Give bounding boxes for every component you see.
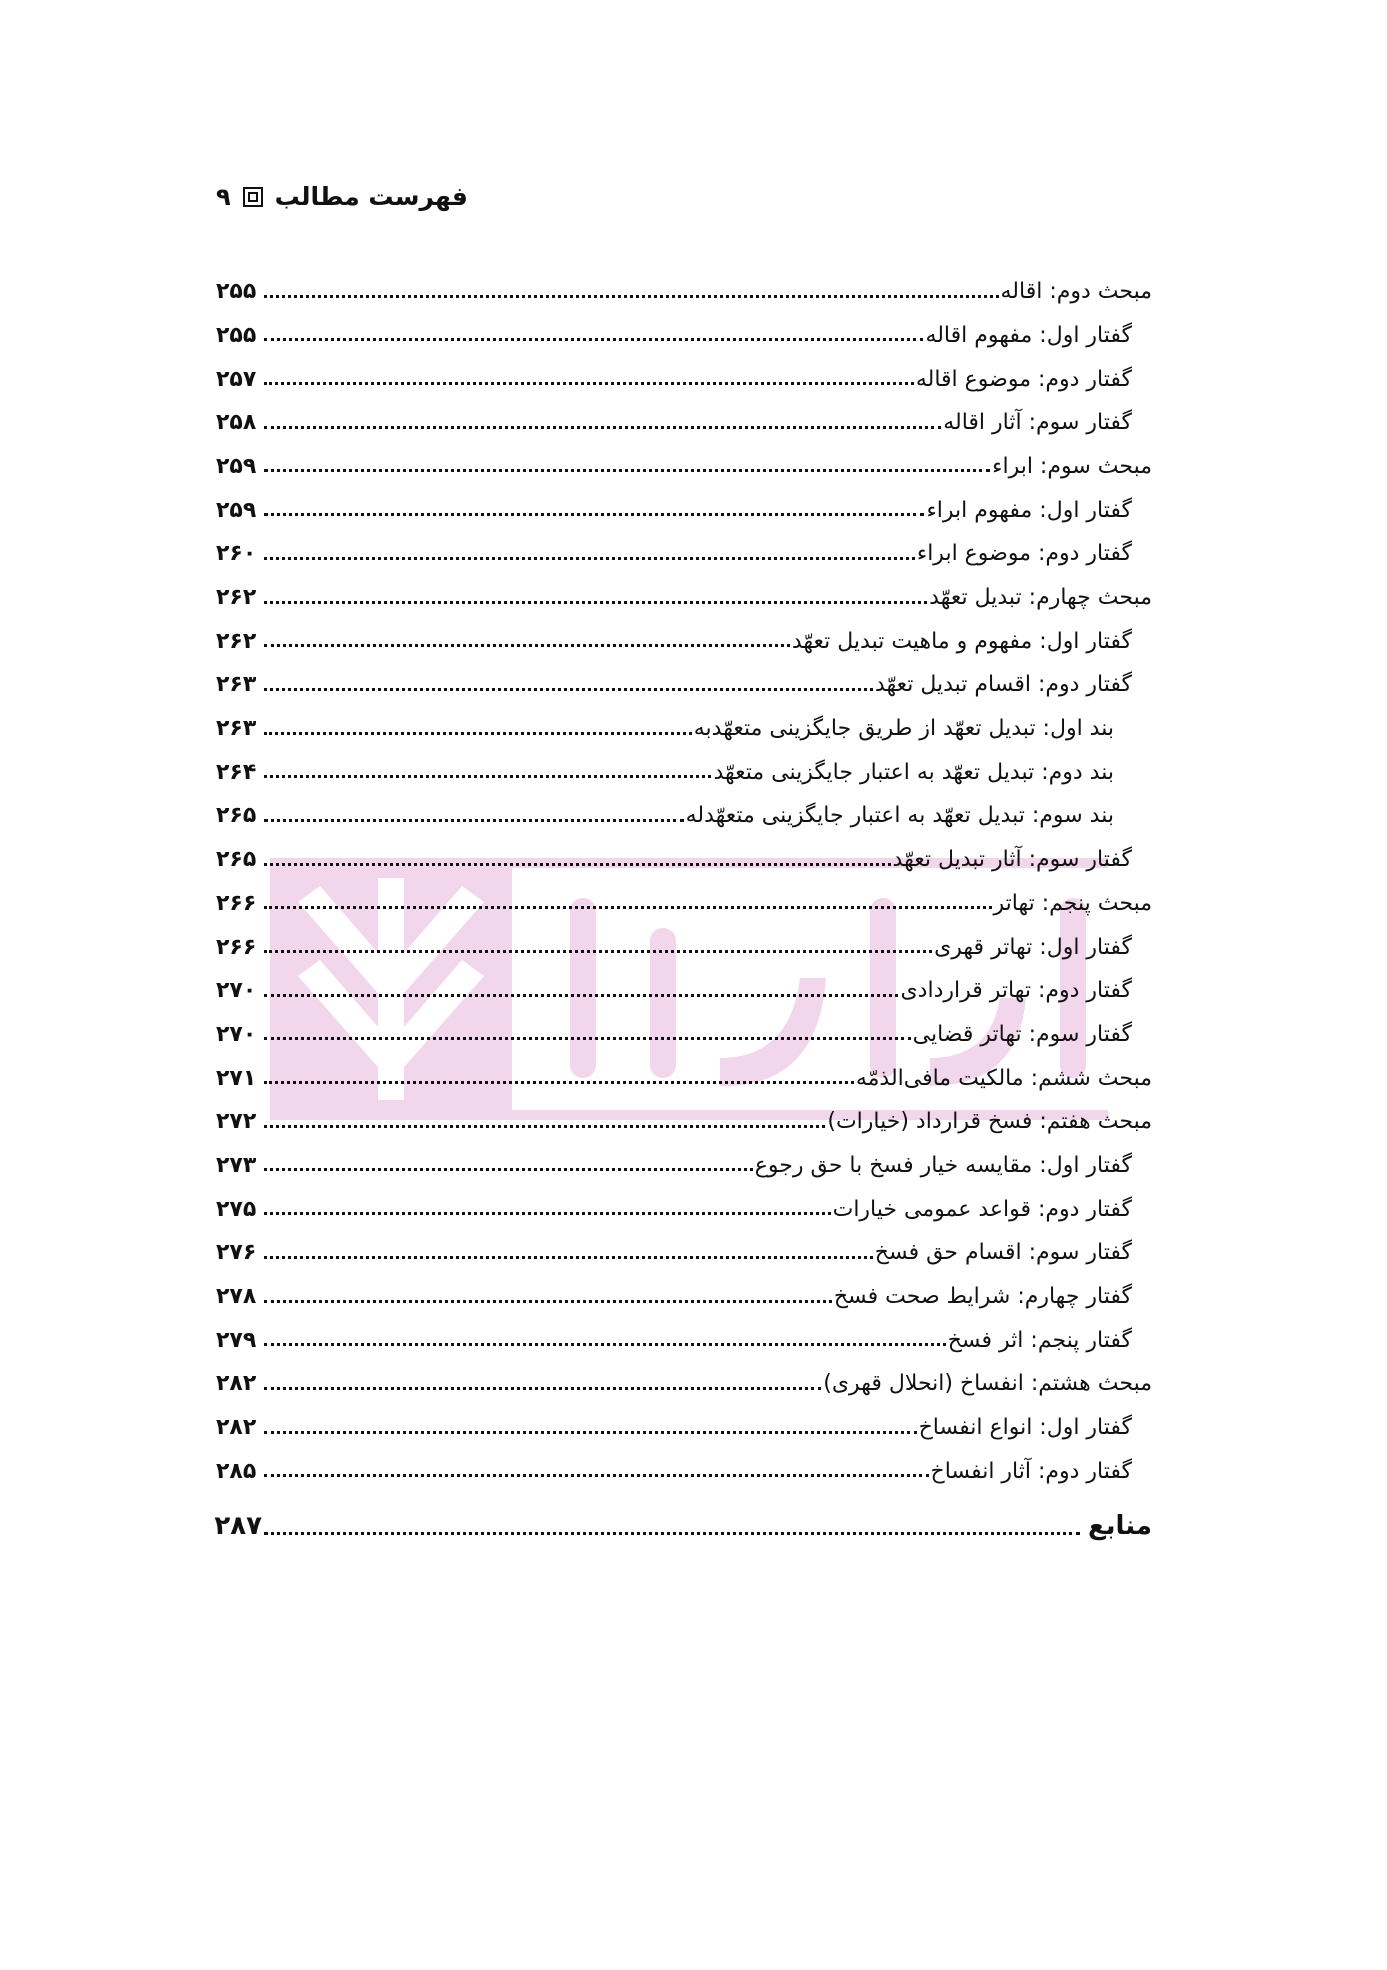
dot-leader xyxy=(264,1474,929,1477)
dot-leader xyxy=(264,1387,821,1390)
toc-entry[interactable] xyxy=(216,1136,1152,1180)
toc-entry-page: ۲۶۵ xyxy=(216,847,257,873)
toc-entry-page: ۲۷۵ xyxy=(216,1196,257,1222)
toc-entry-title: مبحث هفتم: فسخ قرارداد (خیارات) xyxy=(827,1109,1152,1135)
toc-entry[interactable] xyxy=(216,1179,1152,1223)
toc-entry[interactable] xyxy=(216,1092,1152,1136)
toc-entry-page: ۲۶۲ xyxy=(216,628,257,654)
dot-leader xyxy=(264,1168,753,1171)
toc-entry-title: گفتار اول: مقایسه خیار فسخ با حق رجوع xyxy=(754,1152,1132,1178)
toc-entry-page: ۲۶۲ xyxy=(216,585,257,610)
dot-leader xyxy=(264,469,990,472)
dot-leader xyxy=(264,1431,917,1434)
toc-entry[interactable] xyxy=(216,437,1152,481)
toc-entry-page: ۲۵۸ xyxy=(216,410,257,436)
dot-leader xyxy=(264,644,790,647)
toc-entry[interactable] xyxy=(216,786,1152,830)
dot-leader xyxy=(264,513,924,516)
toc-entry-title: گفتار دوم: اقسام تبدیل تعهّد xyxy=(874,672,1132,698)
toc-entry-title: بند سوم: تبدیل تعهّد به اعتبار جایگزینی متعهّدله xyxy=(685,803,1114,829)
toc-entry-title: گفتار سوم: تهاتر قضایی xyxy=(912,1021,1132,1047)
dot-leader xyxy=(264,1532,1080,1535)
toc-entry-title: مبحث هشتم: انفساخ (انحلال قهری) xyxy=(823,1371,1152,1397)
dot-leader xyxy=(264,338,923,341)
nested-square-icon xyxy=(243,187,263,207)
toc-entry-title: مبحث پنجم: تهاتر xyxy=(993,890,1152,916)
toc-entry-page: ۲۵۵ xyxy=(216,279,257,305)
toc-entry-title: گفتار اول: انواع انفساخ xyxy=(918,1415,1132,1441)
toc-entry[interactable] xyxy=(216,568,1152,612)
toc-entry[interactable] xyxy=(216,874,1152,918)
toc-entry-title: گفتار دوم: موضوع ابراء xyxy=(916,541,1132,567)
toc-entry-title: گفتار اول: تهاتر قهری xyxy=(934,934,1132,960)
dot-leader xyxy=(264,382,914,385)
toc-entry-page: ۲۶۵ xyxy=(216,803,257,829)
toc-entry-page: ۲۶۳ xyxy=(216,672,257,698)
toc-entry-page: ۲۵۹ xyxy=(216,497,257,523)
toc-entry-page: ۲۵۵ xyxy=(216,322,257,348)
toc-entry-title: مبحث سوم: ابراء xyxy=(992,453,1152,479)
dot-leader xyxy=(264,601,927,604)
toc-entry-page: ۲۸۲ xyxy=(216,1415,257,1441)
toc-entry-page: ۲۷۸ xyxy=(216,1284,257,1309)
toc-entry-title: گفتار اول: مفهوم ابراء xyxy=(926,497,1132,523)
toc-entry-references[interactable] xyxy=(216,1499,1152,1543)
dot-leader xyxy=(264,1212,831,1215)
toc-entry[interactable] xyxy=(216,1354,1152,1398)
toc-entry-page: ۲۶۳ xyxy=(216,716,257,742)
header-page-number: ۹ xyxy=(216,182,231,211)
dot-leader xyxy=(264,1125,825,1128)
toc-entry-page: ۲۶۴ xyxy=(216,759,257,785)
toc-entry-title: بند اول: تبدیل تعهّد از طریق جایگزینی متعهّدبه xyxy=(693,716,1114,742)
dot-leader xyxy=(264,950,932,953)
toc-entry-title: گفتار سوم: آثار تبدیل تعهّد xyxy=(892,847,1132,873)
toc-entry-title: گفتار اول: مفهوم اقاله xyxy=(925,322,1132,348)
toc-entry[interactable] xyxy=(216,349,1152,393)
toc-entry[interactable] xyxy=(216,1048,1152,1092)
toc-entry-title: بند دوم: تبدیل تعهّد به اعتبار جایگزینی متعهّد xyxy=(713,759,1114,785)
toc-entry-page: ۲۶۶ xyxy=(216,890,257,916)
toc-entry[interactable] xyxy=(216,480,1152,524)
toc-entry-page: ۲۷۹ xyxy=(216,1327,257,1353)
toc-entry[interactable] xyxy=(216,1223,1152,1267)
header-title: فهرست مطالب xyxy=(274,182,468,211)
toc-entry-page: ۲۷۳ xyxy=(216,1152,257,1178)
dot-leader xyxy=(264,906,992,909)
toc-entry-page: ۲۷۰ xyxy=(216,1021,257,1047)
toc-entry[interactable] xyxy=(216,1005,1152,1049)
toc-entry-page: ۲۶۶ xyxy=(216,934,257,960)
toc-entry[interactable] xyxy=(216,524,1152,568)
toc-entry-title: گفتار دوم: موضوع اقاله xyxy=(915,366,1132,392)
toc-entry[interactable] xyxy=(216,306,1152,350)
toc-entry[interactable] xyxy=(216,262,1152,306)
toc-entry[interactable] xyxy=(216,655,1152,699)
toc-entry[interactable] xyxy=(216,1267,1152,1311)
toc-entry[interactable] xyxy=(216,1311,1152,1355)
toc-entry-page: ۲۶۰ xyxy=(216,541,257,567)
dot-leader xyxy=(264,426,941,429)
toc-entry-title: گفتار پنجم: اثر فسخ xyxy=(947,1327,1132,1353)
toc-entry-title: گفتار سوم: اقسام حق فسخ xyxy=(874,1240,1132,1266)
toc-entry-title: گفتار دوم: قواعد عمومی خیارات xyxy=(832,1196,1132,1222)
toc-entry-title: گفتار دوم: تهاتر قراردادی xyxy=(900,978,1132,1004)
dot-leader xyxy=(264,994,898,997)
toc-entry-title: مبحث دوم: اقاله xyxy=(1000,279,1152,305)
toc-entry-title: مبحث چهارم: تبدیل تعهّد xyxy=(929,585,1152,610)
toc-entry-title: گفتار اول: مفهوم و ماهیت تبدیل تعهّد xyxy=(791,628,1132,654)
dot-leader xyxy=(264,732,692,735)
toc-entry[interactable] xyxy=(216,917,1152,961)
toc-entry[interactable] xyxy=(216,612,1152,656)
toc-entry-page: ۲۷۲ xyxy=(216,1109,257,1135)
table-of-contents xyxy=(216,262,1152,1543)
toc-entry-page: ۲۷۱ xyxy=(216,1065,257,1091)
dot-leader xyxy=(264,295,999,298)
toc-entry-page: ۲۵۷ xyxy=(216,366,257,392)
toc-entry[interactable] xyxy=(216,1398,1152,1442)
toc-entry-title: گفتار سوم: آثار اقاله xyxy=(943,410,1132,436)
toc-entry-title: گفتار دوم: آثار انفساخ xyxy=(930,1458,1132,1484)
toc-entry-page: ۲۷۶ xyxy=(216,1240,257,1266)
dot-leader xyxy=(264,775,711,778)
dot-leader xyxy=(264,1037,911,1040)
toc-entry-title: مبحث ششم: مالکیت مافی‌الذمّه xyxy=(855,1065,1152,1091)
toc-entry-page: ۲۸۲ xyxy=(216,1371,257,1397)
toc-entry[interactable] xyxy=(216,393,1152,437)
toc-entry-page: ۲۸۵ xyxy=(216,1458,257,1484)
toc-entry[interactable] xyxy=(216,699,1152,743)
dot-leader xyxy=(264,688,873,691)
references-page: ۲۸۷ xyxy=(214,1511,262,1542)
references-title: منابع xyxy=(1088,1511,1152,1542)
running-header xyxy=(216,182,468,211)
toc-entry[interactable] xyxy=(216,961,1152,1005)
dot-leader xyxy=(264,819,684,822)
toc-entry-page: ۲۵۹ xyxy=(216,453,257,479)
dot-leader xyxy=(264,1256,873,1259)
toc-entry[interactable] xyxy=(216,830,1152,874)
dot-leader xyxy=(264,1300,832,1303)
dot-leader xyxy=(264,863,891,866)
toc-entry-page: ۲۷۰ xyxy=(216,978,257,1004)
toc-entry[interactable] xyxy=(216,1442,1152,1486)
toc-entry-title: گفتار چهارم: شرایط صحت فسخ xyxy=(833,1284,1132,1309)
toc-entry[interactable] xyxy=(216,743,1152,787)
dot-leader xyxy=(264,1343,946,1346)
dot-leader xyxy=(264,1081,854,1084)
dot-leader xyxy=(264,557,915,560)
